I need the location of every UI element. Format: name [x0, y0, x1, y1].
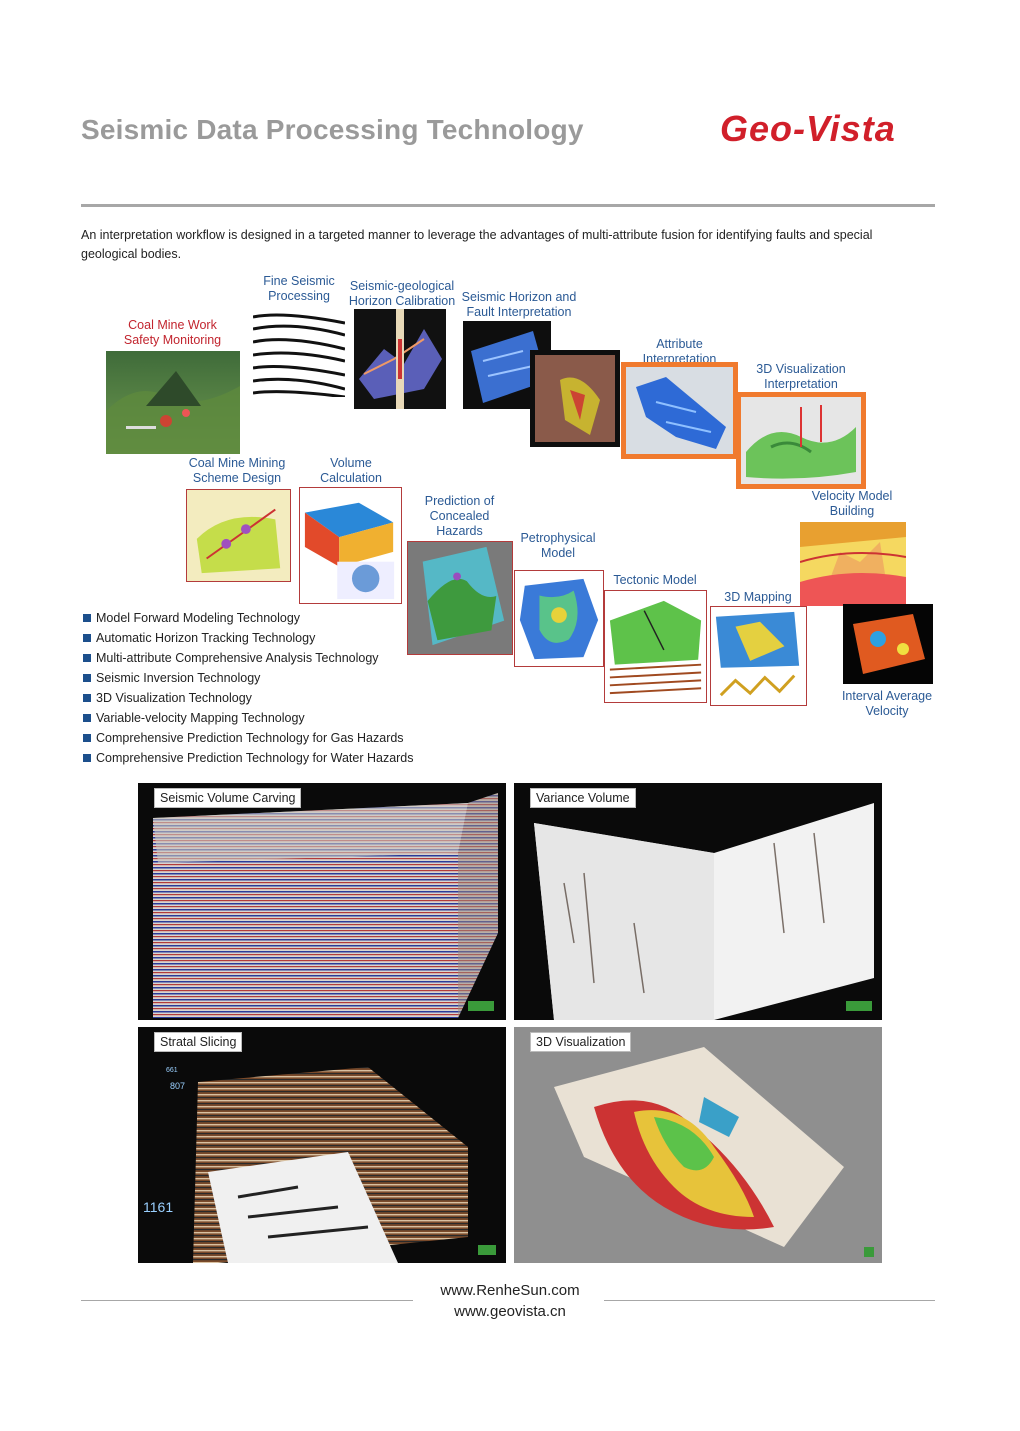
label-volume-calc: Volume Calculation: [320, 456, 382, 485]
panel-label: 3D Visualization: [530, 1032, 631, 1052]
thumb-concealed-hazards: [407, 541, 513, 655]
tick-1161: 1161: [143, 1199, 174, 1215]
label-velocity-model: Velocity Model Building: [811, 489, 893, 518]
thumb-horizon-calibration: [354, 309, 446, 409]
label-fine-seismic: Fine Seismic Processing: [263, 274, 335, 303]
tick-661: 661: [166, 1067, 178, 1074]
footer-url-geovista[interactable]: www.geovista.cn: [454, 1303, 566, 1320]
thumb-volume-calc: [299, 487, 402, 604]
header-divider: [81, 204, 935, 207]
page-title: Seismic Data Processing Technology: [81, 114, 584, 145]
label-coal-mining-scheme: Coal Mine Mining Scheme Design: [188, 456, 286, 485]
bullet-icon: [83, 754, 91, 762]
tick-807: 807: [170, 1081, 186, 1091]
list-item: Seismic Inversion Technology: [83, 668, 414, 688]
bullet-icon: [83, 714, 91, 722]
bullet-icon: [83, 734, 91, 742]
thumb-velocity-model: [800, 522, 906, 606]
label-3d-mapping: 3D Mapping: [724, 590, 792, 604]
list-item: 3D Visualization Technology: [83, 688, 414, 708]
footer-divider-right: [604, 1300, 935, 1301]
bullet-icon: [83, 634, 91, 642]
bullet-icon: [83, 614, 91, 622]
label-horizon-calibration: Seismic-geological Horizon Calibration: [348, 279, 456, 308]
bullet-icon: [83, 694, 91, 702]
thumb-coal-mining-scheme: [186, 489, 291, 582]
thumb-3d-visualization: [736, 392, 866, 489]
list-item: Multi-attribute Comprehensive Analysis Technology: [83, 648, 414, 668]
geo-vista-logo: Geo-Vista: [720, 108, 896, 149]
footer-url-renhesun[interactable]: www.RenheSun.com: [440, 1282, 580, 1299]
label-concealed-hazards: Prediction of Concealed Hazards: [424, 494, 495, 538]
intro-paragraph: An interpretation workflow is designed in a targeted manner to leverage the advantages of multi-attribute fusion for identifying faults and special geological bodies.: [81, 228, 873, 261]
bullet-icon: [83, 654, 91, 662]
label-petrophysical: Petrophysical Model: [520, 531, 596, 560]
thumb-tectonic: [604, 590, 707, 703]
panel-label: Seismic Volume Carving: [154, 788, 301, 808]
thumb-petrophysical: [514, 570, 604, 667]
thumb-coal-mine-work: [106, 351, 240, 454]
label-3d-visualization: 3D Visualization Interpretation: [756, 362, 846, 391]
list-item: Automatic Horizon Tracking Technology: [83, 628, 414, 648]
list-item: Comprehensive Prediction Technology for Gas Hazards: [83, 728, 414, 748]
label-tectonic: Tectonic Model: [613, 573, 697, 587]
technology-list: [83, 608, 414, 768]
panel-label: Stratal Slicing: [154, 1032, 242, 1052]
list-item: Model Forward Modeling Technology: [83, 608, 414, 628]
thumb-attribute: [621, 362, 738, 459]
panel-label: Variance Volume: [530, 788, 636, 808]
label-interval-velocity: Interval Average Velocity: [841, 689, 933, 718]
panel-3d-visualization: [514, 1027, 882, 1263]
label-horizon-fault: Seismic Horizon and Fault Interpretation: [461, 290, 577, 319]
label-coal-mine-work: Coal Mine Work Safety Monitoring: [123, 318, 222, 347]
thumb-horizon-fault-b: [530, 350, 620, 447]
list-item: Variable-velocity Mapping Technology: [83, 708, 414, 728]
panel-stratal-slicing: [138, 1027, 506, 1263]
panel-seismic-volume-carving: [138, 783, 506, 1020]
list-item: Comprehensive Prediction Technology for Water Hazards: [83, 748, 414, 768]
panel-variance-volume: [514, 783, 882, 1020]
thumb-3d-mapping: [710, 606, 807, 706]
label-attribute: Attribute Interpretation: [642, 337, 717, 366]
thumb-fine-seismic: [253, 309, 345, 397]
footer-divider-left: [81, 1300, 413, 1301]
thumb-interval-velocity: [843, 604, 933, 684]
bullet-icon: [83, 674, 91, 682]
